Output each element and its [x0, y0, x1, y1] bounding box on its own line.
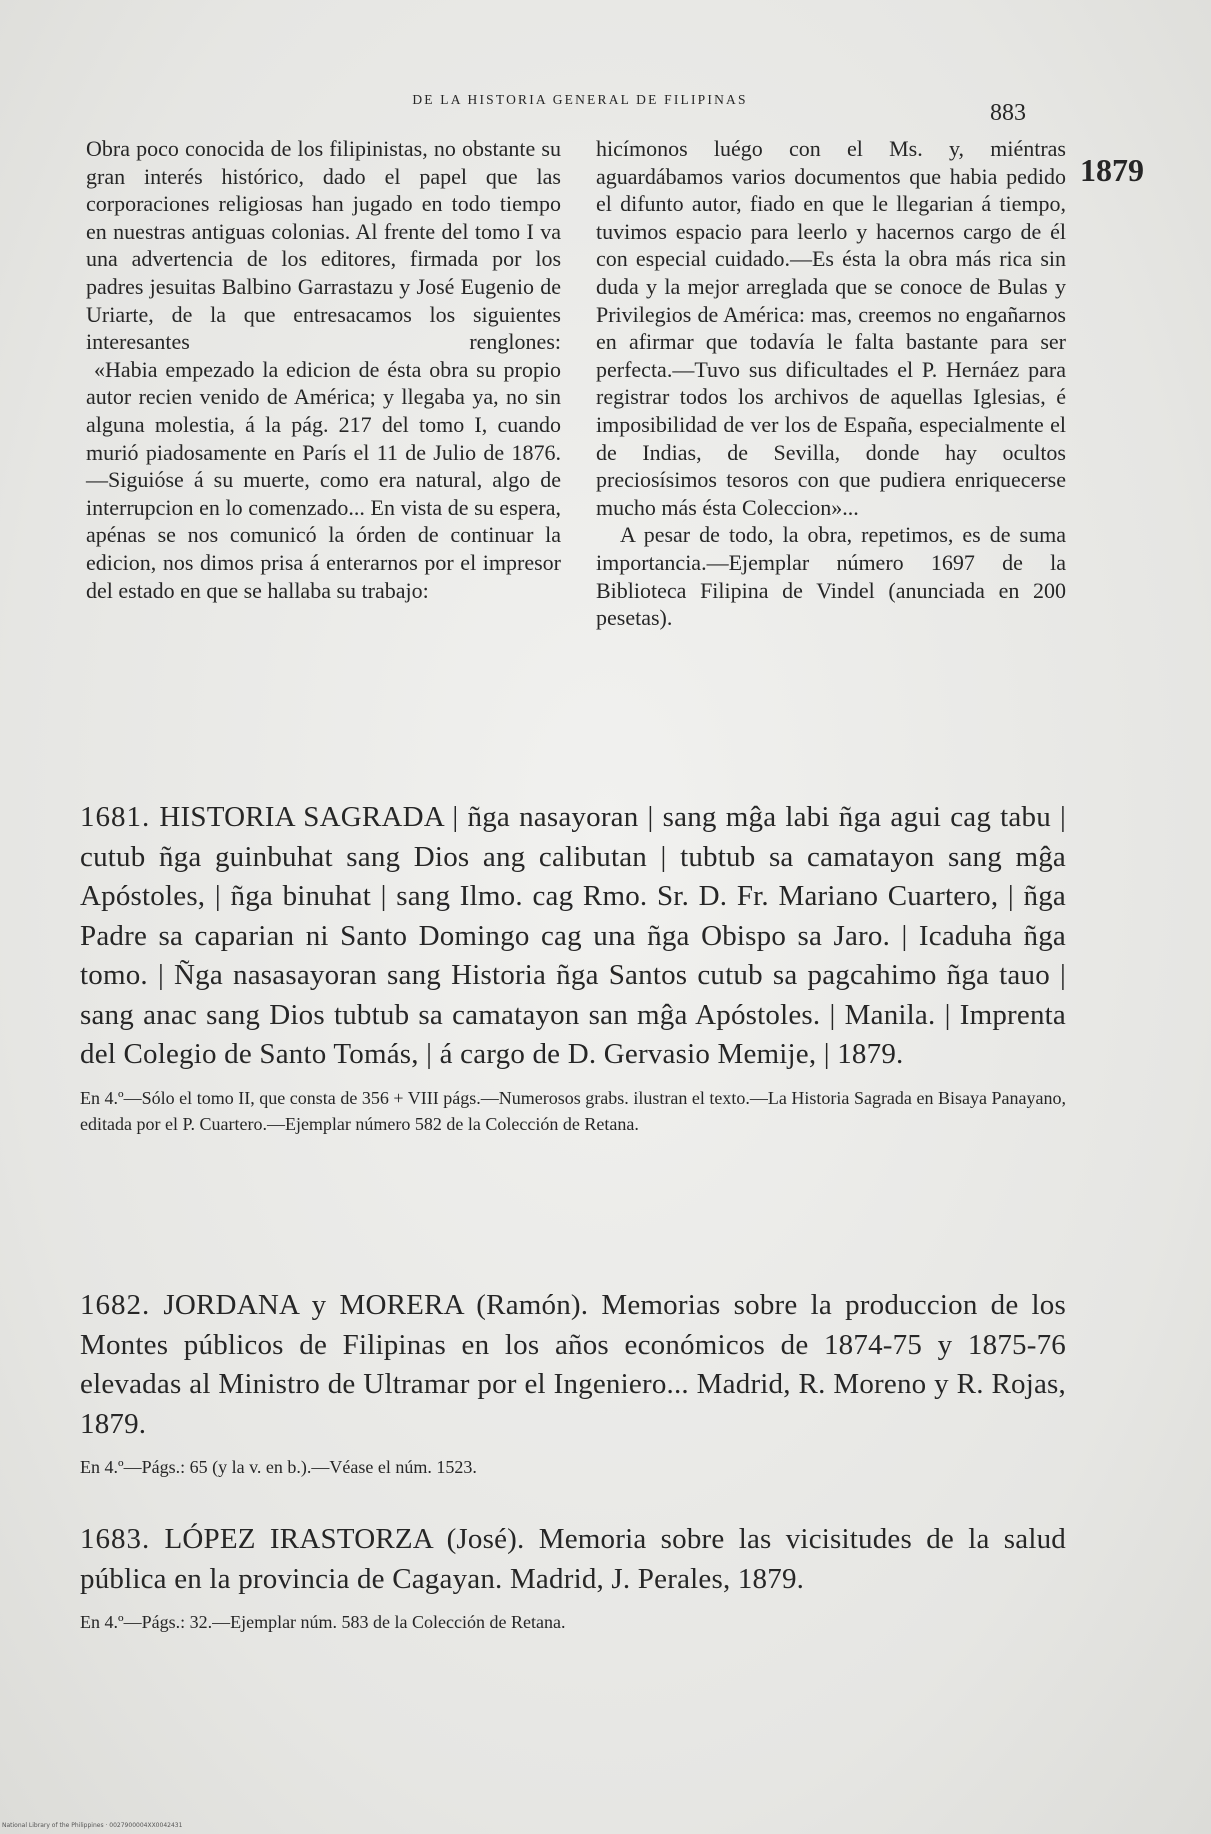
right-paragraph-1: hicímonos luégo con el Ms. y, miéntras aguardábamos varios documentos que habia pedido el difunto autor, fiado en que le llegarian á tiempo, tuvimos espacio para leerlo y hacernos cargo de él con especial cuidado.—Es ésta la obra más rica sin duda y la mejor arreglada que se conoce de Bulas y Privilegios de América: mas, creemos no engañarnos en afirmar que todavía le falta bastante para ser perfecta.—Tuvo sus dificultades el P. Hernáez para registrar todos los archivos de aquellas Iglesias, é imposibilidad de ver los de España, especialmente el de Indias, de Sevilla, donde hay ocultos preciosísimos tesoros con que pudiera enriquecerse mucho más ésta Coleccion»...	[596, 136, 1066, 520]
entry-note: En 4.º—Págs.: 32.—Ejemplar núm. 583 de la Colección de Retana.	[80, 1612, 566, 1632]
year-marker: 1879	[1080, 152, 1144, 188]
page-number: 883	[990, 100, 1026, 126]
entry-text: HISTORIA SAGRADA | ñga nasayoran | sang mĝa labi ñga agui cag tabu | cutub ñga guinbuhat sang Dios ang calibutan | tubtub sa camatayon sang mĝa Apóstoles, | ñga binuhat | sang Ilmo. cag Rmo. Sr. D. Fr. Mariano Cuartero, | ñga Padre sa caparian ni Santo Domingo cag una ñga Obispo sa Jaro. | Icaduha ñga tomo. | Ñga nasasayoran sang Historia ñga Santos cutub sa pagcahimo ñga tauo | sang anac sang Dios tubtub sa camatayon san mĝa Apóstoles. | Manila. | Imprenta del Colegio de Santo Tomás, | á cargo de D. Gervasio Memije, | 1879.	[80, 801, 1067, 1070]
entry-title	[80, 1520, 1066, 1599]
left-column	[86, 135, 561, 604]
entry-text: JORDANA y MORERA (Ramón). Memorias sobre la produccion de los Montes públicos de Filipinas en los años económicos de 1874-75 y 1875-76 elevadas al Ministro de Ultramar por el Ingeniero... Madrid, R. Moreno y R. Rojas, 1879.	[80, 1289, 1066, 1440]
entry-title	[80, 1286, 1066, 1444]
left-paragraph-1: Obra poco conocida de los filipinistas, no obstante su gran interés histórico, dado el papel que las corporaciones religiosas han jugado en todo tiempo en nuestras antiguas colonias. Al frente del tomo I va una advertencia de los editores, firmada por los padres jesuitas Balbino Garrastazu y José Eugenio de Uriarte, de la que entresacamos los siguientes interesantes renglones:	[86, 136, 561, 355]
entry-1682	[80, 1286, 1066, 1480]
entry-number: 1683.	[80, 1523, 151, 1555]
entry-title	[80, 798, 1066, 1075]
running-header: DE LA HISTORIA GENERAL DE FILIPINAS	[412, 92, 748, 107]
entry-1681	[80, 798, 1066, 1137]
entry-1683	[80, 1520, 1066, 1635]
entry-number: 1681.	[80, 801, 151, 833]
right-paragraph-2: A pesar de todo, la obra, repetimos, es de suma importancia.—Ejemplar número 1697 de la Biblioteca Filipina de Vindel (anunciada en 200 pesetas).	[596, 522, 1066, 631]
entry-note: En 4.º—Sólo el tomo II, que consta de 356 + VIII págs.—Numerosos grabs. ilustran el texto.—La Historia Sagrada en Bisaya Panayano, editada por el P. Cuartero.—Ejemplar número 582 de la Colección de Retana.	[80, 1087, 1066, 1134]
entry-number: 1682.	[80, 1289, 151, 1321]
library-stamp: National Library of the Philippines · 0027900004XX0042431	[2, 1822, 183, 1829]
left-paragraph-2: «Habia empezado la edicion de ésta obra su propio autor recien venido de América; y llegaba ya, no sin alguna molestia, á la pág. 217 del tomo I, cuando murió piadosamente en París el 11 de Julio de 1876.—Siguióse á su muerte, como era natural, algo de interrupcion en lo comenzado... En vista de su espera, apénas se nos comunicó la órden de continuar la edicion, nos dimos prisa á enterarnos por el impresor del estado en que se hallaba su trabajo:	[86, 356, 561, 603]
entry-text: LÓPEZ IRASTORZA (José). Memoria sobre las vicisitudes de la salud pública en la provincia de Cagayan. Madrid, J. Perales, 1879.	[80, 1523, 1066, 1595]
entry-note: En 4.º—Págs.: 65 (y la v. en b.).—Véase el núm. 1523.	[80, 1457, 477, 1477]
right-column	[596, 135, 1066, 632]
